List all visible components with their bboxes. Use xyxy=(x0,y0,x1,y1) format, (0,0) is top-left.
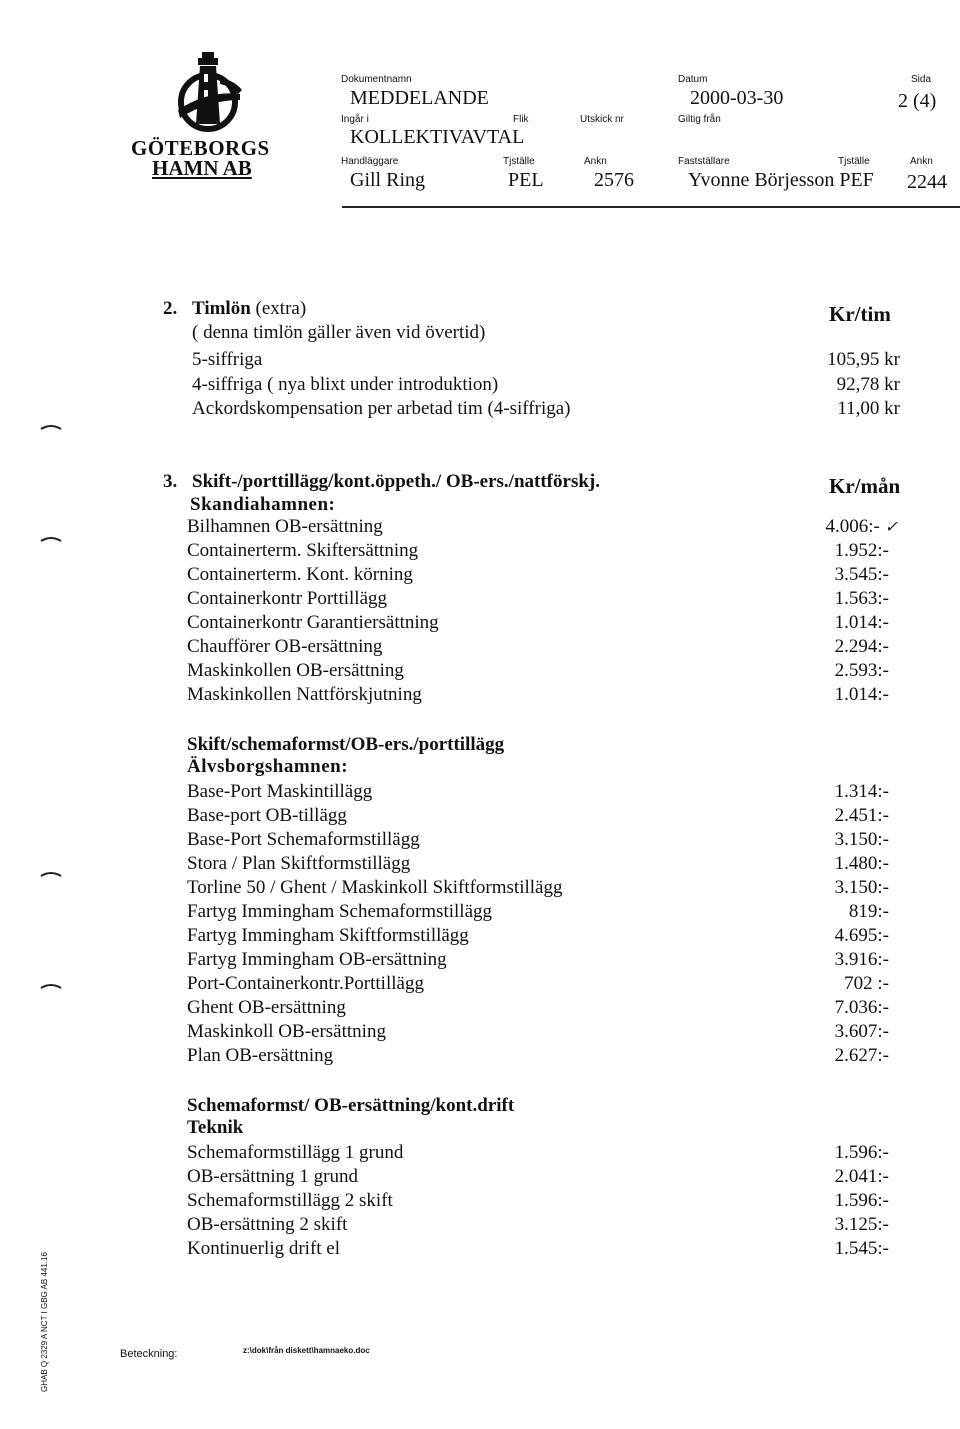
section2-unit-header: Kr/tim xyxy=(829,302,891,326)
row-value: 1.596:- xyxy=(834,1142,889,1163)
group-title-alvsborg: Skift/schemaformst/OB-ers./porttillägg xyxy=(187,734,505,755)
row-value: 2.041:- xyxy=(834,1166,889,1187)
faststallare-value: Yvonne Börjesson PEF xyxy=(688,169,874,191)
punch-mark-icon xyxy=(40,983,62,989)
ankn2-value: 2244 xyxy=(907,171,947,193)
row-label: Containerterm. Kont. körning xyxy=(187,564,413,585)
ingar-i-value: KOLLEKTIVAVTAL xyxy=(350,126,525,148)
row-label: Base-port OB-tillägg xyxy=(187,805,347,826)
file-path: z:\dok\från diskett\hamnaeko.doc xyxy=(243,1346,370,1355)
row-label: Port-Containerkontr.Porttillägg xyxy=(187,973,424,994)
row-value: 105,95 kr xyxy=(827,349,900,370)
check-mark-icon: ✓ xyxy=(884,519,898,536)
list-item xyxy=(0,540,960,564)
logo-text-line2: HAMN AB xyxy=(152,156,252,180)
row-label: Ghent OB-ersättning xyxy=(187,997,346,1018)
list-item xyxy=(0,516,960,540)
lighthouse-logo-icon xyxy=(168,50,248,132)
list-item xyxy=(0,398,960,422)
row-value: 11,00 kr xyxy=(837,398,900,419)
row-value: 1.480:- xyxy=(834,853,889,874)
dokumentnamn-value: MEDDELANDE xyxy=(350,87,489,109)
row-value: 1.596:- xyxy=(834,1190,889,1211)
row-label: Maskinkollen Nattförskjutning xyxy=(187,684,422,705)
list-item xyxy=(0,805,960,829)
list-item xyxy=(0,1214,960,1238)
row-label: Plan OB-ersättning xyxy=(187,1045,334,1066)
side-code: GHAB Q 2329 A NCT I GBG AB 441.16 xyxy=(40,1252,49,1392)
section2-subtitle: ( denna timlön gäller även vid övertid) xyxy=(192,322,486,343)
row-value: 819:- xyxy=(848,901,889,922)
handlaggare-value: Gill Ring xyxy=(350,169,426,191)
row-label: Stora / Plan Skiftformstillägg xyxy=(187,853,411,874)
row-value: 2.593:- xyxy=(834,660,889,681)
section2-title-main: Timlön xyxy=(192,298,251,319)
row-value: 3.150:- xyxy=(834,829,889,850)
row-label: Containerkontr Porttillägg xyxy=(187,588,388,609)
row-label: Chaufförer OB-ersättning xyxy=(187,636,383,657)
row-value: 1.014:- xyxy=(834,684,889,705)
row-label: Schemaformstillägg 2 skift xyxy=(187,1190,393,1211)
section2-title xyxy=(192,298,306,320)
row-value: 4.695:- xyxy=(834,925,889,946)
list-item xyxy=(0,829,960,853)
row-label: Fartyg Immingham Skiftformstillägg xyxy=(187,925,469,946)
row-value: 1.545:- xyxy=(834,1238,889,1259)
list-item xyxy=(0,1166,960,1190)
punch-mark-icon xyxy=(40,536,62,542)
group-heading-alvsborgshamnen: Älvsborgshamnen: xyxy=(187,756,349,777)
row-value: 2.451:- xyxy=(834,805,889,826)
ankn-value: 2576 xyxy=(594,169,634,191)
row-label: Fartyg Immingham Schemaformstillägg xyxy=(187,901,493,922)
list-item xyxy=(0,853,960,877)
row-label: Bilhamnen OB-ersättning xyxy=(187,516,383,537)
utskick-nr-label: Utskick nr xyxy=(580,114,624,125)
list-item xyxy=(0,374,960,398)
tjanstalle2-label: Tjställe xyxy=(838,156,870,167)
list-item xyxy=(0,612,960,636)
section3-title: Skift-/porttillägg/kont.öppeth./ OB-ers./nattförskj. xyxy=(192,471,600,492)
handlaggare-label: Handläggare xyxy=(341,156,399,167)
row-value: 3.125:- xyxy=(834,1214,889,1235)
row-value: 3.545:- xyxy=(834,564,889,585)
tjanstalle-value: PEL xyxy=(508,169,544,191)
flik-label: Flik xyxy=(513,114,529,125)
row-label: 4-siffriga ( nya blixt under introduktion) xyxy=(192,374,499,395)
row-value: 1.014:- xyxy=(834,612,889,633)
row-value: 4.006:- ✓ xyxy=(825,516,898,537)
row-label: Maskinkoll OB-ersättning xyxy=(187,1021,386,1042)
list-item xyxy=(0,349,960,373)
logo-text-line1: GÖTEBORGS xyxy=(131,136,270,160)
row-value: 3.150:- xyxy=(834,877,889,898)
row-label: Containerkontr Garantiersättning xyxy=(187,612,439,633)
row-value: 702 :- xyxy=(844,973,889,994)
list-item xyxy=(0,973,960,997)
row-value: 1.563:- xyxy=(834,588,889,609)
beteckning-label: Beteckning: xyxy=(120,1348,178,1360)
list-item xyxy=(0,1045,960,1069)
list-item xyxy=(0,877,960,901)
section3-number: 3. xyxy=(163,471,178,492)
list-item xyxy=(0,997,960,1021)
row-value: 3.607:- xyxy=(834,1021,889,1042)
list-item xyxy=(0,925,960,949)
sida-value: 2 (4) xyxy=(898,90,937,112)
list-item xyxy=(0,660,960,684)
list-item xyxy=(0,564,960,588)
list-item xyxy=(0,1142,960,1166)
row-value: 7.036:- xyxy=(834,997,889,1018)
list-item xyxy=(0,901,960,925)
list-item xyxy=(0,1021,960,1045)
row-label: Schemaformstillägg 1 grund xyxy=(187,1142,404,1163)
row-label: Fartyg Immingham OB-ersättning xyxy=(187,949,447,970)
row-label: 5-siffriga xyxy=(192,349,263,370)
list-item xyxy=(0,1190,960,1214)
ankn-label: Ankn xyxy=(584,156,607,167)
list-item xyxy=(0,684,960,708)
row-label: Base-Port Schemaformstillägg xyxy=(187,829,420,850)
list-item xyxy=(0,1238,960,1262)
row-value: 2.627:- xyxy=(834,1045,889,1066)
list-item xyxy=(0,781,960,805)
dokumentnamn-label: Dokumentnamn xyxy=(341,74,412,85)
section2-number: 2. xyxy=(163,298,178,319)
ingar-i-label: Ingår i xyxy=(341,114,369,125)
group-heading-teknik: Teknik xyxy=(187,1117,244,1138)
row-value: 1.952:- xyxy=(834,540,889,561)
group-title-teknik: Schemaformst/ OB-ersättning/kont.drift xyxy=(187,1095,515,1116)
datum-label: Datum xyxy=(678,74,708,85)
section3-unit-header: Kr/mån xyxy=(829,474,901,498)
row-label: OB-ersättning 2 skift xyxy=(187,1214,348,1235)
row-label: OB-ersättning 1 grund xyxy=(187,1166,358,1187)
row-label: Kontinuerlig drift el xyxy=(187,1238,341,1259)
row-value: 92,78 kr xyxy=(836,374,900,395)
row-label: Torline 50 / Ghent / Maskinkoll Skiftformstillägg xyxy=(187,877,563,898)
row-label: Containerterm. Skiftersättning xyxy=(187,540,419,561)
row-value: 3.916:- xyxy=(834,949,889,970)
ankn2-label: Ankn xyxy=(910,156,933,167)
punch-mark-icon xyxy=(40,871,62,877)
group-heading-skandiahamnen: Skandiahamnen: xyxy=(190,494,336,515)
list-item xyxy=(0,949,960,973)
punch-mark-icon xyxy=(40,424,62,430)
row-value: 2.294:- xyxy=(834,636,889,657)
sida-label: Sida xyxy=(911,74,932,85)
section2-title-suffix: (extra) xyxy=(250,298,307,319)
company-logo xyxy=(168,50,248,132)
tjanstalle-label: Tjställe xyxy=(503,156,535,167)
list-item xyxy=(0,636,960,660)
faststallare-label: Fastställare xyxy=(678,156,730,167)
giltig-fran-label: Giltig från xyxy=(678,114,721,125)
row-value: 1.314:- xyxy=(834,781,889,802)
list-item xyxy=(0,588,960,612)
row-label: Maskinkollen OB-ersättning xyxy=(187,660,404,681)
row-label: Ackordskompensation per arbetad tim (4-siffriga) xyxy=(192,398,571,419)
row-label: Base-Port Maskintillägg xyxy=(187,781,373,802)
header-divider xyxy=(342,206,960,208)
datum-value: 2000-03-30 xyxy=(690,87,784,109)
